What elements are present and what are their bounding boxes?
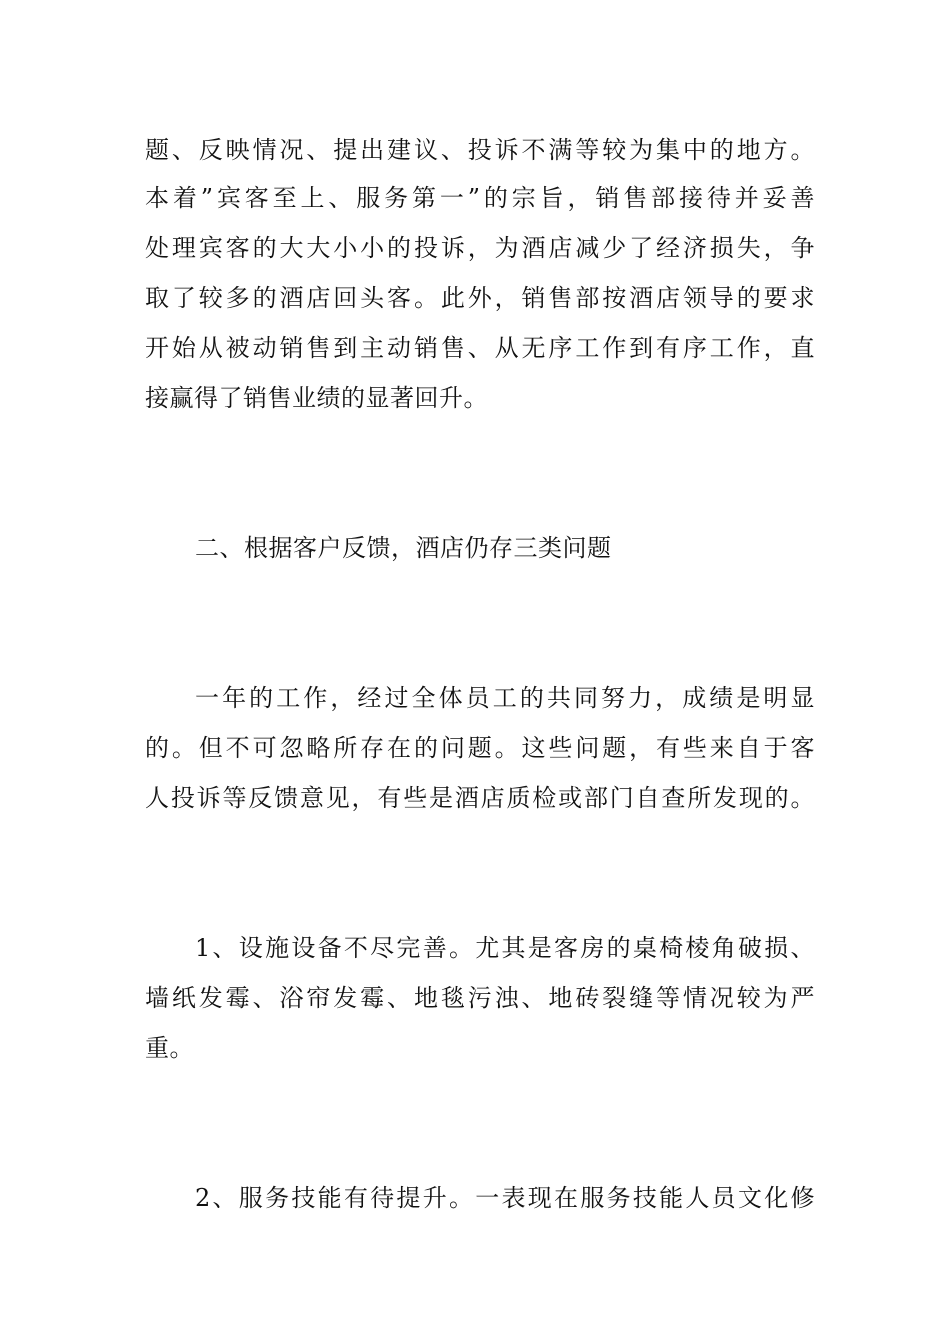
paragraph-1-line-5: 开始从被动销售到主动销售、从无序工作到有序工作，直 — [145, 334, 815, 362]
paragraph-3-line-2: 墙纸发霉、浴帘发霉、地毯污浊、地砖裂缝等情况较为严 — [145, 984, 815, 1012]
paragraph-1-line-4: 取了较多的酒店回头客。此外，销售部按酒店领导的要求 — [145, 284, 815, 312]
paragraph-1-line-3: 处理宾客的大大小小的投诉，为酒店减少了经济损失，争 — [145, 234, 815, 262]
section-heading: 二、根据客户反馈，酒店仍存三类问题 — [195, 534, 612, 562]
paragraph-1-line-6: 接赢得了销售业绩的显著回升。 — [145, 384, 488, 412]
paragraph-1-line-1: 题、反映情况、提出建议、投诉不满等较为集中的地方。 — [145, 136, 815, 164]
paragraph-2-line-1: 一年的工作，经过全体员工的共同努力，成绩是明显 — [195, 684, 815, 712]
paragraph-3-line-1: 1、设施设备不尽完善。尤其是客房的桌椅棱角破损、 — [195, 934, 815, 962]
paragraph-2-line-2: 的。但不可忽略所存在的问题。这些问题，有些来自于客 — [145, 734, 815, 762]
paragraph-1-line-2: 本着”宾客至上、服务第一”的宗旨，销售部接待并妥善 — [145, 184, 815, 212]
paragraph-3-line-3: 重。 — [145, 1034, 194, 1062]
paragraph-2-line-3: 人投诉等反馈意见，有些是酒店质检或部门自查所发现的。 — [145, 784, 815, 812]
paragraph-4-line-1: 2、服务技能有待提升。一表现在服务技能人员文化修 — [195, 1184, 815, 1212]
